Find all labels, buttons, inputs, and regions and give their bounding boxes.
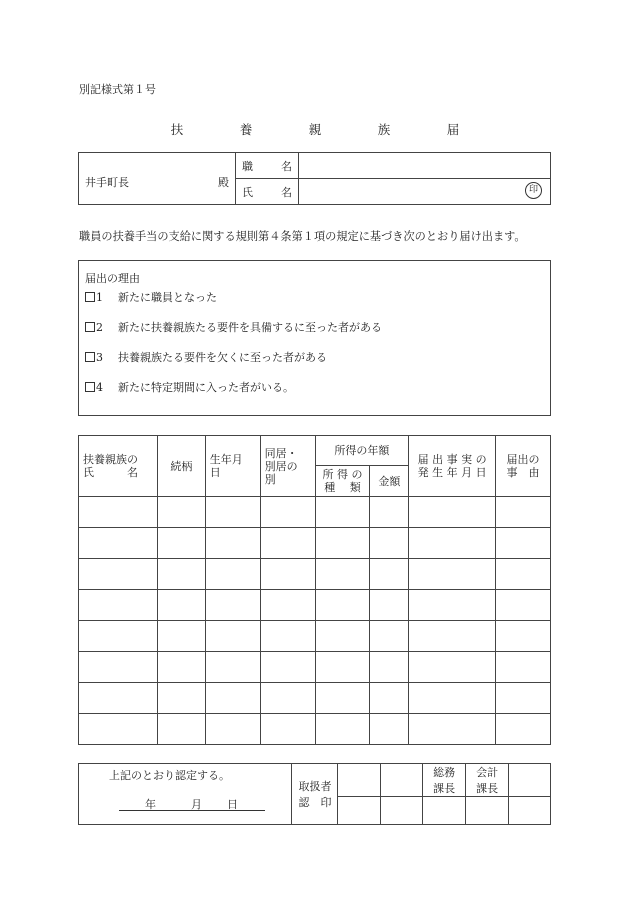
- table-cell[interactable]: [205, 621, 260, 652]
- seal-mark: 印: [525, 182, 542, 199]
- table-cell[interactable]: [157, 590, 205, 621]
- handler-seal-box-2[interactable]: [381, 764, 423, 797]
- table-cell[interactable]: [370, 683, 409, 714]
- table-cell[interactable]: [79, 621, 158, 652]
- seal-box[interactable]: [338, 797, 381, 825]
- table-cell[interactable]: [496, 621, 551, 652]
- table-cell[interactable]: [157, 683, 205, 714]
- table-cell[interactable]: [315, 590, 370, 621]
- reasons-title: 届出の理由: [85, 272, 140, 285]
- table-row: [79, 714, 551, 745]
- dependents-table: [78, 435, 551, 745]
- table-row: [79, 590, 551, 621]
- col-header-annual-income: 所得の年額: [315, 436, 409, 466]
- table-cell[interactable]: [157, 497, 205, 528]
- table-cell[interactable]: [496, 590, 551, 621]
- table-cell[interactable]: [205, 714, 260, 745]
- table-cell[interactable]: [260, 590, 315, 621]
- certification-cell: [79, 764, 292, 825]
- col-header-dependent-name: 扶養親族の 氏 名: [79, 436, 158, 497]
- table-cell[interactable]: [409, 528, 496, 559]
- table-row: [79, 497, 551, 528]
- name-label: 氏 名: [236, 179, 299, 205]
- table-cell[interactable]: [315, 683, 370, 714]
- table-cell[interactable]: [496, 497, 551, 528]
- table-cell[interactable]: [79, 497, 158, 528]
- reason-option-4[interactable]: 4 新たに特定期間に入った者がいる。: [85, 379, 294, 395]
- certification-date[interactable]: 年 月 日: [119, 796, 265, 811]
- kaikei-chief-label: 会計 課長: [466, 764, 509, 797]
- soumu-seal-box[interactable]: [423, 797, 466, 825]
- table-cell[interactable]: [157, 528, 205, 559]
- table-cell[interactable]: [315, 621, 370, 652]
- approval-table: [78, 763, 551, 825]
- table-cell[interactable]: [409, 652, 496, 683]
- seal-box[interactable]: [509, 797, 551, 825]
- table-cell[interactable]: [260, 621, 315, 652]
- table-cell[interactable]: [496, 559, 551, 590]
- position-label: 職 名: [236, 153, 299, 179]
- col-header-reason: 届出の 事 由: [496, 436, 551, 497]
- name-field[interactable]: [299, 179, 551, 205]
- table-cell[interactable]: [157, 621, 205, 652]
- checkbox-icon[interactable]: [85, 322, 95, 332]
- addressee-honorific: 殿: [218, 176, 229, 189]
- table-cell[interactable]: [370, 497, 409, 528]
- table-cell[interactable]: [205, 559, 260, 590]
- table-row: [79, 559, 551, 590]
- statement-text: 職員の扶養手当の支給に関する規則第４条第１項の規定に基づき次のとおり届け出ます。: [79, 230, 526, 243]
- certification-text: 上記のとおり認定する。: [109, 769, 230, 782]
- kaikei-seal-box[interactable]: [466, 797, 509, 825]
- table-cell[interactable]: [315, 497, 370, 528]
- table-cell[interactable]: [409, 559, 496, 590]
- col-header-birthdate: 生年月 日: [205, 436, 260, 497]
- col-header-amount: 金額: [370, 466, 409, 497]
- seal-box[interactable]: [381, 797, 423, 825]
- col-header-occurrence-date: 届 出 事 実 の 発 生 年 月 日: [409, 436, 496, 497]
- table-cell[interactable]: [260, 497, 315, 528]
- col-header-relation: 続柄: [157, 436, 205, 497]
- table-cell[interactable]: [315, 559, 370, 590]
- table-cell[interactable]: [496, 683, 551, 714]
- form-number: 別記様式第１号: [79, 83, 156, 96]
- handler-seal-box-1[interactable]: [338, 764, 381, 797]
- table-cell[interactable]: [157, 714, 205, 745]
- table-cell[interactable]: [370, 652, 409, 683]
- col-header-cohabitation: 同居・ 別居の 別: [260, 436, 315, 497]
- table-cell[interactable]: [409, 497, 496, 528]
- table-row: [79, 683, 551, 714]
- soumu-chief-label: 総務 課長: [423, 764, 466, 797]
- table-cell[interactable]: [205, 683, 260, 714]
- table-cell[interactable]: [260, 559, 315, 590]
- addressee-name: 井手町長: [85, 176, 129, 189]
- table-cell[interactable]: [409, 683, 496, 714]
- table-cell[interactable]: [315, 652, 370, 683]
- table-cell[interactable]: [315, 714, 370, 745]
- page-title: 扶 養 親 族 届: [170, 122, 482, 137]
- checkbox-icon[interactable]: [85, 352, 95, 362]
- extra-seal-box[interactable]: [509, 764, 551, 797]
- table-cell[interactable]: [205, 528, 260, 559]
- col-header-income-type: 所 得 の 種 類: [315, 466, 370, 497]
- addressee-cell: [79, 153, 236, 205]
- table-cell[interactable]: [79, 652, 158, 683]
- table-cell[interactable]: [370, 590, 409, 621]
- table-cell[interactable]: [370, 559, 409, 590]
- table-cell[interactable]: [205, 652, 260, 683]
- checkbox-icon[interactable]: [85, 382, 95, 392]
- table-cell[interactable]: [79, 559, 158, 590]
- table-cell[interactable]: [409, 714, 496, 745]
- table-cell[interactable]: [79, 683, 158, 714]
- table-cell[interactable]: [496, 528, 551, 559]
- table-cell[interactable]: [157, 559, 205, 590]
- reasons-box: [78, 260, 551, 416]
- table-cell[interactable]: [370, 714, 409, 745]
- table-cell[interactable]: [496, 714, 551, 745]
- table-cell[interactable]: [260, 528, 315, 559]
- table-cell[interactable]: [260, 714, 315, 745]
- table-cell[interactable]: [260, 652, 315, 683]
- table-cell[interactable]: [79, 714, 158, 745]
- reason-option-3[interactable]: 3 扶養親族たる要件を欠くに至った者がある: [85, 349, 327, 365]
- table-row: [79, 652, 551, 683]
- table-cell[interactable]: [370, 528, 409, 559]
- table-cell[interactable]: [260, 683, 315, 714]
- table-cell[interactable]: [205, 590, 260, 621]
- table-cell[interactable]: [370, 621, 409, 652]
- table-cell[interactable]: [79, 528, 158, 559]
- checkbox-icon[interactable]: [85, 292, 95, 302]
- table-cell[interactable]: [157, 652, 205, 683]
- table-cell[interactable]: [409, 621, 496, 652]
- table-cell[interactable]: [79, 590, 158, 621]
- reason-option-2[interactable]: 2 新たに扶養親族たる要件を具備するに至った者がある: [85, 319, 382, 335]
- table-row: [79, 621, 551, 652]
- table-cell[interactable]: [315, 528, 370, 559]
- table-cell[interactable]: [409, 590, 496, 621]
- reason-option-1[interactable]: 1 新たに職員となった: [85, 289, 217, 305]
- header-table: [78, 152, 551, 205]
- table-cell[interactable]: [496, 652, 551, 683]
- table-cell[interactable]: [205, 497, 260, 528]
- table-row: [79, 528, 551, 559]
- position-field[interactable]: [299, 153, 551, 179]
- handler-seal-label: 取扱者 認 印: [292, 764, 338, 825]
